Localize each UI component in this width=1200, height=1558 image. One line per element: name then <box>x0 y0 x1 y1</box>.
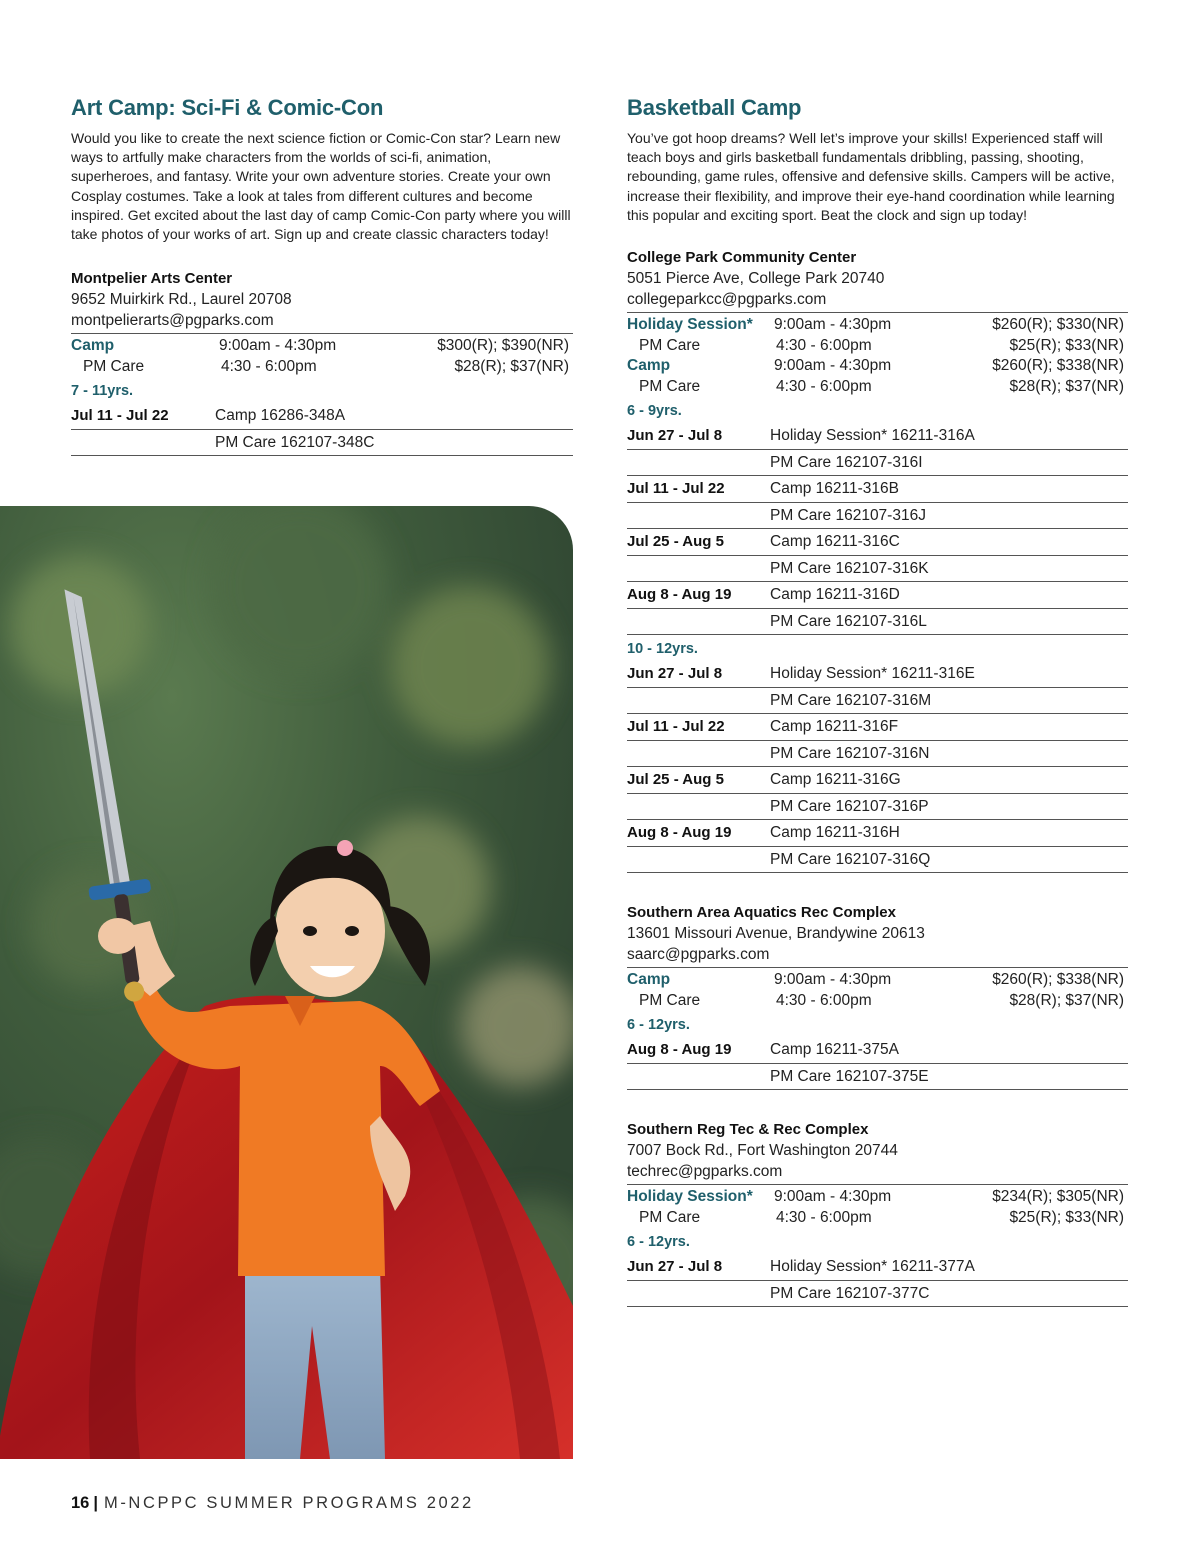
page-footer <box>71 1492 474 1514</box>
rate-time: 9:00am - 4:30pm <box>774 357 892 375</box>
rate-label: Camp <box>71 337 115 355</box>
session-row <box>627 450 1128 477</box>
session-code: PM Care 162107-316M <box>770 691 932 709</box>
session-code: Camp 16286-348A <box>215 407 346 425</box>
session-row <box>627 503 1128 530</box>
rate-time: 9:00am - 4:30pm <box>774 971 892 989</box>
southern-aquatics-address: 13601 Missouri Avenue, Brandywine 20613 <box>627 925 925 943</box>
session-code: PM Care 162107-316N <box>770 744 930 762</box>
session-code: Camp 16211-316F <box>770 718 899 736</box>
rate-label: Holiday Session* <box>627 316 753 334</box>
session-row <box>627 661 1128 688</box>
rate-price: $260(R); $338(NR) <box>992 357 1124 375</box>
montpelier-name: Montpelier Arts Center <box>71 270 233 288</box>
session-code: PM Care 162107-377C <box>770 1284 930 1302</box>
art-camp-title: Art Camp: Sci-Fi & Comic-Con <box>71 95 384 120</box>
session-date: Jul 25 - Aug 5 <box>627 533 724 551</box>
session-code: Camp 16211-316C <box>770 533 900 551</box>
child-superhero-photo <box>0 506 573 1459</box>
art-camp-description: Would you like to create the next science fiction or Comic-Con star? Learn new ways to artfully make characters from the worlds of sci-fi, animation, superheroes, and fantasy. Write your own adventure stories. Create your own Cosplay costumes. Take a look at tales from different cultures and become inspired. Get excited about the last day of camp Comic-Con party where you willl take photos of your works of art. Sign up and create classic characters today! <box>71 130 571 243</box>
rate-time: 9:00am - 4:30pm <box>219 337 337 355</box>
rate-row <box>627 336 1128 357</box>
southern-tec-rec-name: Southern Reg Tec & Rec Complex <box>627 1121 869 1139</box>
rate-label: Holiday Session* <box>627 1188 753 1206</box>
college-park-email: collegeparkcc@pgparks.com <box>627 291 827 309</box>
rate-time: 9:00am - 4:30pm <box>774 316 892 334</box>
session-date: Jul 11 - Jul 22 <box>71 407 169 425</box>
rate-label: PM Care <box>83 357 145 375</box>
rate-row <box>71 336 573 357</box>
rate-label: Camp <box>627 971 671 989</box>
college-park-address: 5051 Pierce Ave, College Park 20740 <box>627 270 885 288</box>
rate-label: Camp <box>627 357 671 375</box>
basketball-camp-section <box>627 94 1128 1307</box>
age-group-label: 6 - 9yrs. <box>627 403 682 420</box>
southern-tec-rec-email: techrec@pgparks.com <box>627 1163 783 1181</box>
rate-price: $260(R); $330(NR) <box>992 316 1124 334</box>
rate-price: $28(R); $37(NR) <box>454 357 569 375</box>
rate-row <box>627 1208 1128 1229</box>
rate-price: $28(R); $37(NR) <box>1009 377 1124 395</box>
southern-aquatics-rates <box>627 967 1128 1011</box>
rate-label: PM Care <box>639 336 701 354</box>
session-row <box>627 1037 1128 1064</box>
location-college-park <box>627 247 1128 873</box>
session-row <box>627 767 1128 794</box>
session-code: Camp 16211-316B <box>770 480 899 498</box>
session-date: Jul 11 - Jul 22 <box>627 718 725 736</box>
session-code: PM Care 162107-316Q <box>770 850 931 868</box>
rate-time: 9:00am - 4:30pm <box>774 1188 892 1206</box>
session-code: PM Care 162107-375E <box>770 1067 929 1085</box>
basketball-camp-description: You’ve got hoop dreams? Well let’s improve your skills! Experienced staff will teach boys and girls basketball fundamentals dribbling, passing, shooting, rebounding, game rules, offensive and defensive skills. Campers will be active, increase their flexibility, and improve their eye-hand coordination while learning this popular and exciting sport. Beat the clock and sign up today! <box>627 130 1115 223</box>
basketball-camp-title: Basketball Camp <box>627 95 802 120</box>
rate-time: 4:30 - 6:00pm <box>776 377 872 395</box>
location-southern-tec-rec <box>627 1119 1128 1307</box>
rate-row <box>627 356 1128 377</box>
age-group-label: 6 - 12yrs. <box>627 1017 690 1034</box>
rate-row <box>627 1187 1128 1208</box>
session-row <box>627 423 1128 450</box>
session-code: Holiday Session* 16211-377A <box>770 1258 975 1276</box>
session-code: Holiday Session* 16211-316A <box>770 427 975 445</box>
rate-row <box>627 970 1128 991</box>
session-row <box>627 794 1128 821</box>
session-date: Jul 11 - Jul 22 <box>627 480 725 498</box>
session-date: Aug 8 - Aug 19 <box>627 1041 732 1059</box>
session-code: PM Care 162107-316J <box>770 506 926 524</box>
session-code: Camp 16211-316G <box>770 771 901 789</box>
session-code: Camp 16211-316D <box>770 586 900 604</box>
session-date: Jun 27 - Jul 8 <box>627 1258 723 1276</box>
rate-time: 4:30 - 6:00pm <box>221 357 317 375</box>
session-row <box>627 476 1128 503</box>
session-row <box>627 820 1128 847</box>
session-row <box>627 688 1128 715</box>
rate-price: $300(R); $390(NR) <box>437 337 569 355</box>
publication-title: M-NCPPC SUMMER PROGRAMS 2022 <box>103 1494 474 1512</box>
southern-aquatics-email: saarc@pgparks.com <box>627 946 770 964</box>
age-group-label: 7 - 11yrs. <box>71 383 134 400</box>
college-park-rates <box>627 312 1128 397</box>
session-code: Holiday Session* 16211-316E <box>770 665 975 683</box>
session-date: Jun 27 - Jul 8 <box>627 665 723 683</box>
rate-row <box>627 991 1128 1012</box>
rate-label: PM Care <box>639 991 701 1009</box>
age-group-label: 6 - 12yrs. <box>627 1234 690 1251</box>
rate-price: $234(R); $305(NR) <box>992 1188 1124 1206</box>
session-row <box>71 403 573 430</box>
rate-row <box>71 357 573 378</box>
southern-tec-rec-address: 7007 Bock Rd., Fort Washington 20744 <box>627 1142 898 1160</box>
page-number: 16 <box>71 1494 90 1512</box>
session-row <box>627 582 1128 609</box>
southern-aquatics-name: Southern Area Aquatics Rec Complex <box>627 904 896 922</box>
session-row <box>627 741 1128 768</box>
session-row <box>627 1254 1128 1281</box>
college-park-name: College Park Community Center <box>627 249 857 267</box>
session-date: Jun 27 - Jul 8 <box>627 427 723 445</box>
rate-time: 4:30 - 6:00pm <box>776 991 872 1009</box>
location-montpelier <box>71 268 573 456</box>
session-code: Camp 16211-316H <box>770 824 900 842</box>
session-code: PM Care 162107-316L <box>770 612 927 630</box>
session-date: Jul 25 - Aug 5 <box>627 771 724 789</box>
session-date: Aug 8 - Aug 19 <box>627 586 732 604</box>
session-code: PM Care 162107-316P <box>770 797 929 815</box>
rate-price: $28(R); $37(NR) <box>1009 991 1124 1009</box>
session-row <box>627 847 1128 874</box>
rate-row <box>627 315 1128 336</box>
session-row <box>71 430 573 457</box>
rate-time: 4:30 - 6:00pm <box>776 1208 872 1226</box>
rate-label: PM Care <box>639 1208 701 1226</box>
session-date: Aug 8 - Aug 19 <box>627 824 732 842</box>
rate-row <box>627 377 1128 398</box>
southern-tec-rec-rates <box>627 1184 1128 1228</box>
session-row <box>627 609 1128 636</box>
session-code: Camp 16211-375A <box>770 1041 899 1059</box>
location-southern-aquatics <box>627 902 1128 1090</box>
montpelier-address: 9652 Muirkirk Rd., Laurel 20708 <box>71 291 292 309</box>
footer-separator: | <box>93 1494 98 1512</box>
rate-label: PM Care <box>639 377 701 395</box>
rate-price: $260(R); $338(NR) <box>992 971 1124 989</box>
montpelier-email: montpelierarts@pgparks.com <box>71 312 274 330</box>
art-camp-section <box>71 94 573 456</box>
session-row <box>627 1064 1128 1091</box>
basketball-locations <box>627 247 1128 1307</box>
rate-price: $25(R); $33(NR) <box>1009 336 1124 354</box>
session-code: PM Care 162107-348C <box>215 433 375 451</box>
rate-time: 4:30 - 6:00pm <box>776 336 872 354</box>
session-code: PM Care 162107-316I <box>770 453 923 471</box>
session-row <box>627 556 1128 583</box>
session-code: PM Care 162107-316K <box>770 559 929 577</box>
montpelier-rates <box>71 333 573 377</box>
rate-price: $25(R); $33(NR) <box>1009 1208 1124 1226</box>
age-group-label: 10 - 12yrs. <box>627 641 698 658</box>
session-row <box>627 529 1128 556</box>
session-row <box>627 714 1128 741</box>
session-row <box>627 1281 1128 1308</box>
